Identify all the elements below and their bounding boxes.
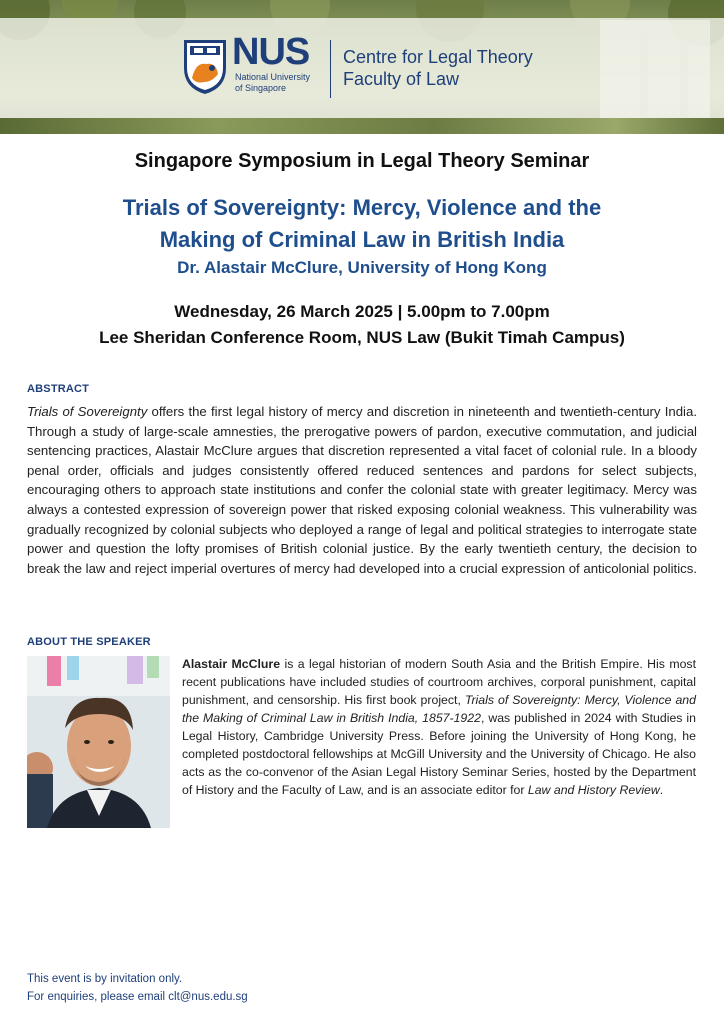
banner-foliage-strip [0,118,724,134]
speaker-affiliation: Dr. Alastair McClure, University of Hong Kong [177,258,547,277]
nus-crest-icon [182,38,228,96]
speaker-name: Alastair McClure [182,657,281,671]
talk-title-line-1: Trials of Sovereignty: Mercy, Violence and the [122,195,602,220]
centre-line-2: Faculty of Law [343,69,460,89]
centre-line-1: Centre for Legal Theory [343,47,533,67]
journal-title: Law and History Review [527,783,660,797]
event-venue: Lee Sheridan Conference Room, NUS Law (Bukit Timah Campus) [99,328,625,347]
speaker-photo [27,656,170,828]
header-banner [0,0,724,134]
invitation-note: This event is by invitation only. [27,973,183,985]
talk-title [0,192,724,256]
abstract-heading: ABSTRACT [27,383,90,395]
bio-part-3: . [659,783,664,797]
nus-subtitle-line-1: National University [235,72,311,82]
bio-part-1: is a legal historian of modern South Asia and the British Empire. His most recent publications have included studies of courtroom archives, corporal punishment, capital punishment, and censorship. His first book project, [182,657,696,707]
nus-logo-subtitle [235,72,325,94]
nus-logo-word: NUS [232,31,310,73]
event-datetime: Wednesday, 26 March 2025 | 5.00pm to 7.00pm [174,302,550,321]
speaker-portrait [27,656,170,828]
book-title: Trials of Sovereignty: Mercy, Violence and the Making of Criminal Law in British India, 1857-1922 [182,693,696,725]
speaker-bio [182,655,696,799]
bio-part-2: , was published in 2024 with Studies in Legal History, Cambridge University Press. Before joining the University of Hong Kong, he completed postdoctoral fellowships at McGill University and the University of Chicago. He also acts as the co-convenor of the Asian Legal History Seminar Series, hosted by the Department of History and the Faculty of Law, and is an associate editor for [182,711,696,797]
footer-notes [27,970,248,1006]
abstract-body: offers the first legal history of mercy and discretion in nineteenth and twentieth-century India. Through a study of large-scale amnesties, the prerogative powers of pardon, executive commutation, and judicial sentencing practices, Alastair McClure argues that discretion represented a vital facet of colonial rule. In a bloody penal order, officials and judges consistently offered reduced sentences and pardons for select subjects, encouraging others to approach state institutions and confer the colonial state with greater legitimacy. Mercy was always a contested expression of sovereign power that risked exposing colonial weakness. This vulnerability was gradually recognized by colonial subjects who deployed a range of legal and political strategies to interrogate state power and question the lofty promises of British colonial justice. By the early twentieth century, the decision to break the law and reject imperial overtures of mercy had developed into a crucial expression of anticolonial politics. [27,404,697,576]
nus-subtitle-line-2: of Singapore [235,83,287,93]
seminar-series: Singapore Symposium in Legal Theory Seminar [134,150,590,172]
enquiry-email[interactable]: For enquiries, please email clt@nus.edu.sg [27,991,248,1003]
talk-title-line-2: Making of Criminal Law in British India [159,227,565,252]
abstract-book-title: Trials of Sovereignty [27,404,148,419]
centre-name [343,46,533,90]
speaker-heading: ABOUT THE SPEAKER [27,636,151,648]
abstract-text [27,402,697,578]
logo-divider [330,40,331,98]
